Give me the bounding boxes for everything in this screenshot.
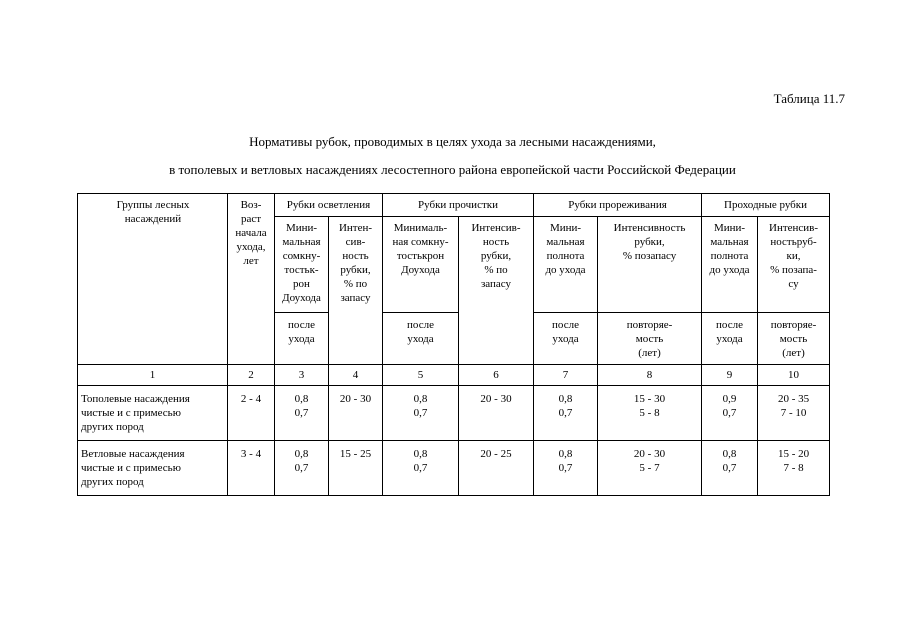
title-line-1: Нормативы рубок, проводимых в целях ухода за лесными насаждениями,: [249, 134, 656, 149]
table-row: [78, 386, 830, 441]
row-age: 3 - 4: [228, 441, 275, 496]
header-prorezhivanie: Рубки прореживания: [534, 194, 702, 217]
table-label: Таблица 11.7: [773, 91, 845, 106]
row-cell: 15 - 30 5 - 8: [598, 386, 702, 441]
column-number: 1: [78, 365, 228, 386]
row-group-name: Тополевые насаждения чистые и с примесью других пород: [78, 386, 228, 441]
title-line-2: в тополевых и ветловых насаждениях лесостепного района европейской части Российской Федерации: [169, 162, 736, 177]
column-number: 2: [228, 365, 275, 386]
column-number: 10: [758, 365, 830, 386]
header-after-prohodnye: после ухода: [702, 313, 758, 365]
row-cell: 0,8 0,7: [275, 441, 329, 496]
column-number: 3: [275, 365, 329, 386]
header-osvetlenie: Рубки осветления: [275, 194, 383, 217]
header-int-prorezhivanie: Интенсивность рубки, % позапасу: [598, 217, 702, 313]
header-groups: Группы лесных насаждений: [78, 194, 228, 365]
header-int-prohodnye: Интенсив- ностьруб- ки, % позапа- су: [758, 217, 830, 313]
row-cell: 0,8 0,7: [702, 441, 758, 496]
row-cell: 20 - 25: [459, 441, 534, 496]
column-number: 9: [702, 365, 758, 386]
header-repeat-prohodnye: повторяе- мость (лет): [758, 313, 830, 365]
document-title: [0, 128, 905, 184]
table-row: [78, 441, 830, 496]
row-cell: 20 - 30: [459, 386, 534, 441]
header-prochistki: Рубки прочистки: [383, 194, 534, 217]
column-number: 6: [459, 365, 534, 386]
row-cell: 20 - 30 5 - 7: [598, 441, 702, 496]
header-min-osvetlenie: Мини- мальная сомкну- тостьк- рон Доуходa: [275, 217, 329, 313]
header-after-prorezhivanie: после ухода: [534, 313, 598, 365]
row-cell: 15 - 25: [329, 441, 383, 496]
row-cell: 0,8 0,7: [275, 386, 329, 441]
norms-table: [77, 193, 830, 496]
header-age: Воз- раст начала ухода, лет: [228, 194, 275, 365]
row-cell: 0,9 0,7: [702, 386, 758, 441]
column-number-row: [78, 365, 830, 386]
column-number: 5: [383, 365, 459, 386]
row-group-name: Ветловые насаждения чистые и с примесью других пород: [78, 441, 228, 496]
row-age: 2 - 4: [228, 386, 275, 441]
row-cell: 15 - 20 7 - 8: [758, 441, 830, 496]
header-repeat-prorezhivanie: повторяе- мость (лет): [598, 313, 702, 365]
header-after-osvetlenie: после ухода: [275, 313, 329, 365]
header-after-prochistki: после ухода: [383, 313, 459, 365]
column-number: 8: [598, 365, 702, 386]
header-min-prochistki: Минималь- ная сомкну- тостькрон Доухода: [383, 217, 459, 313]
header-min-prorezhivanie: Мини- мальная полнота до ухода: [534, 217, 598, 313]
header-int-prochistki: Интенсив- ность рубки, % по запасу: [459, 217, 534, 365]
header-min-prohodnye: Мини- мальная полнота до ухода: [702, 217, 758, 313]
header-row: [78, 194, 830, 217]
row-cell: 0,8 0,7: [383, 441, 459, 496]
row-cell: 0,8 0,7: [534, 441, 598, 496]
row-cell: 0,8 0,7: [534, 386, 598, 441]
header-prohodnye: Проходные рубки: [702, 194, 830, 217]
column-number: 7: [534, 365, 598, 386]
row-cell: 20 - 35 7 - 10: [758, 386, 830, 441]
row-cell: 20 - 30: [329, 386, 383, 441]
column-number: 4: [329, 365, 383, 386]
row-cell: 0,8 0,7: [383, 386, 459, 441]
header-int-osvetlenie: Интен- сив- ность рубки, % по запасу: [329, 217, 383, 365]
